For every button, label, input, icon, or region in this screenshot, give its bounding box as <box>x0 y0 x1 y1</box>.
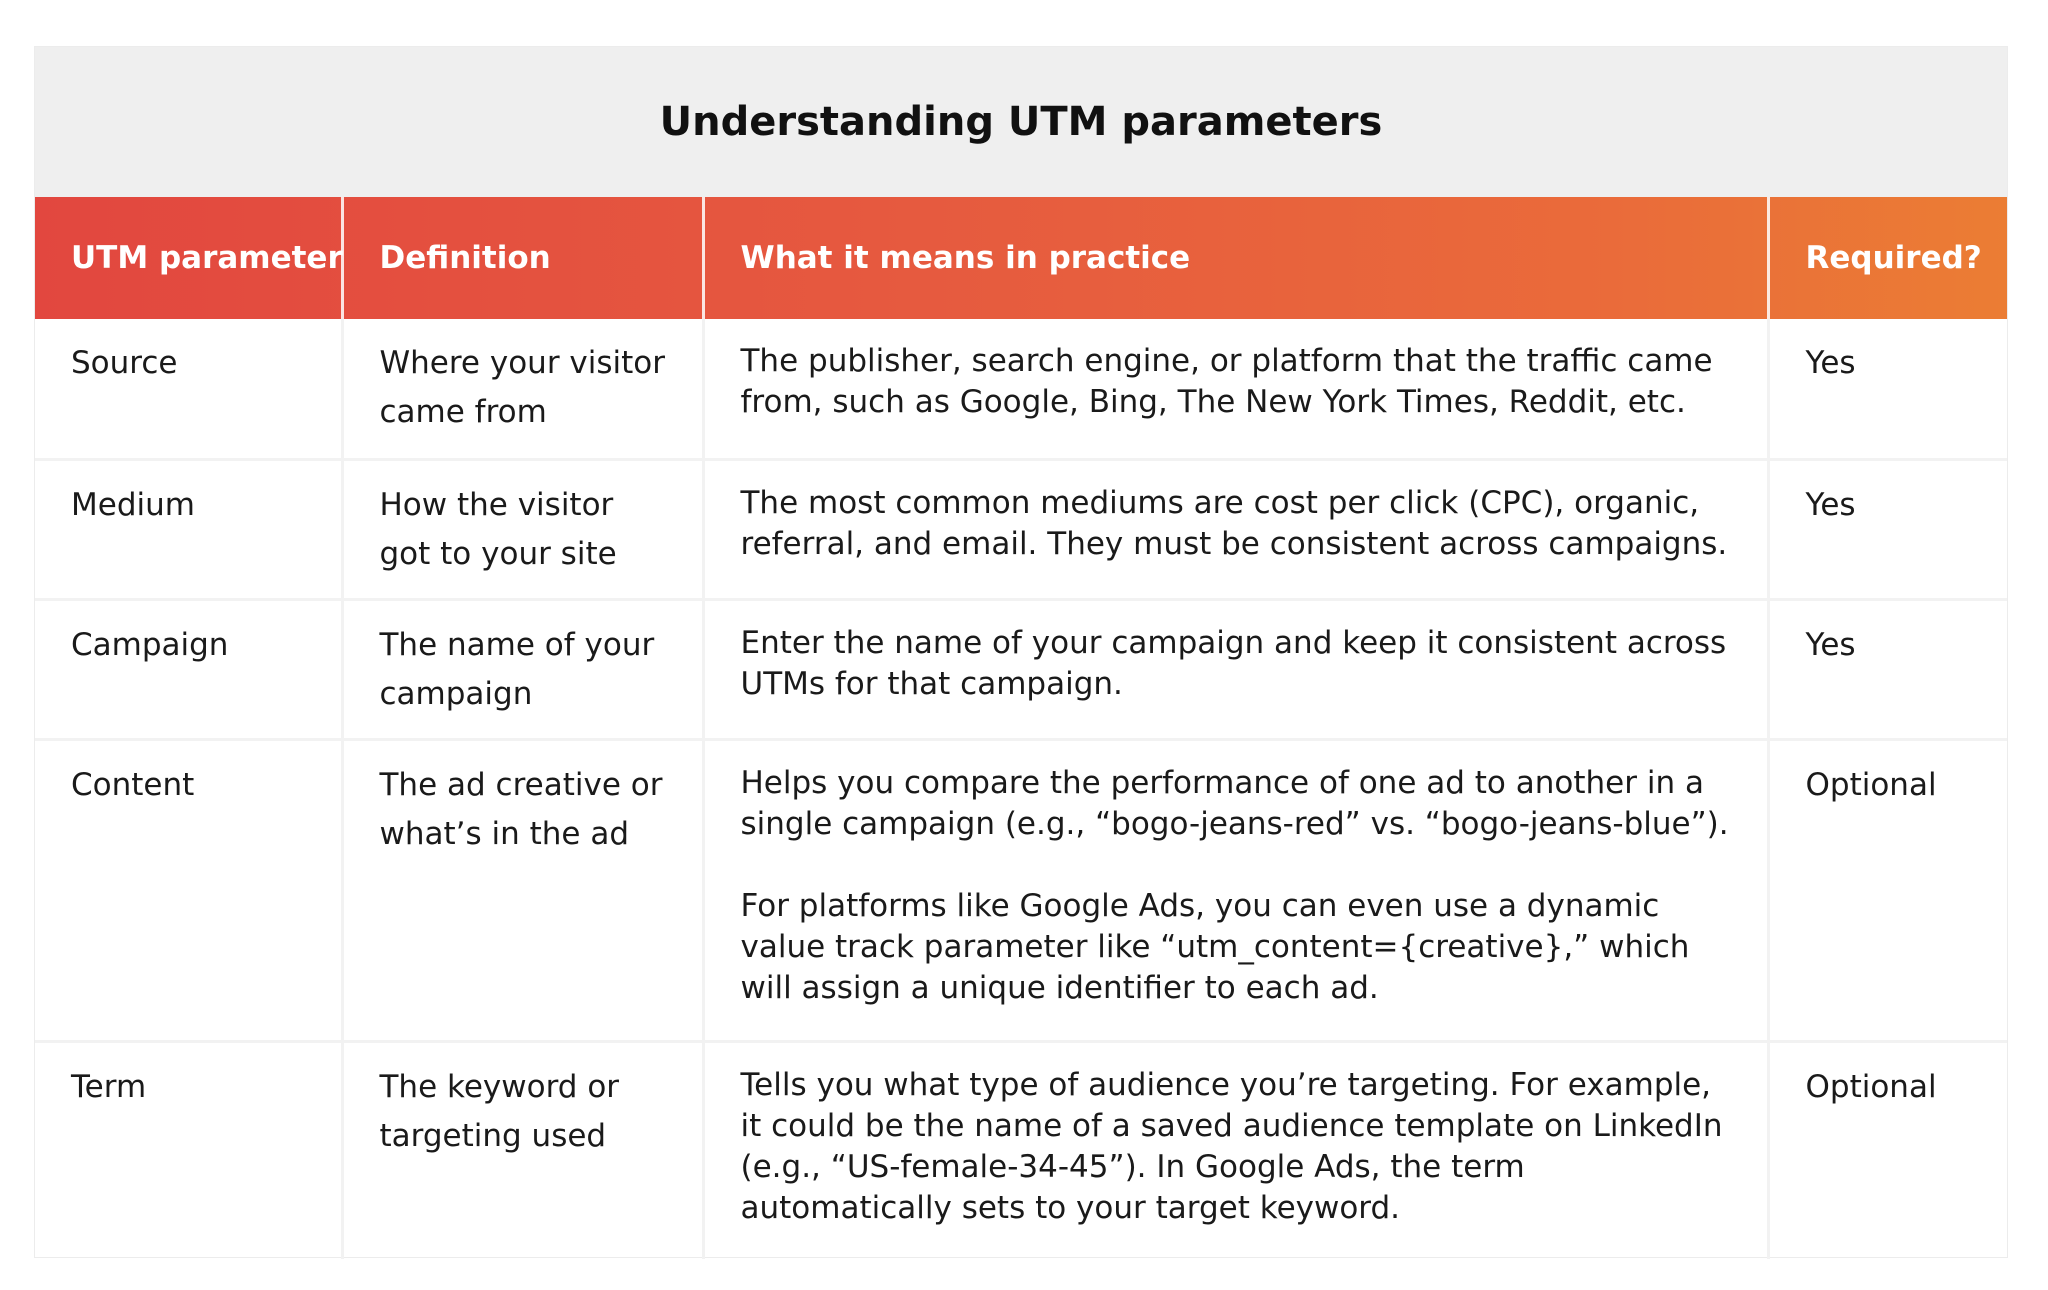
table-header <box>35 197 2007 319</box>
practice-paragraph: Enter the name of your campaign and keep it consistent across UTMs for that campaign. <box>740 624 1727 702</box>
cell-definition: The ad creative or what’s in the ad <box>342 739 703 1041</box>
header-required: Required? <box>1805 240 1982 276</box>
cell-practice <box>703 599 1768 739</box>
utm-parameters-table <box>35 197 2007 1259</box>
cell-required: Yes <box>1768 599 2007 739</box>
table-body <box>35 319 2007 1259</box>
practice-paragraph: Helps you compare the performance of one ad to another in a single campaign (e.g., “bogo-jeans-red” vs. “bogo-jeans-blue”). <box>740 764 1729 842</box>
practice-paragraph: The publisher, search engine, or platform that the traffic came from, such as Google, Bing, The New York Times, Reddit, etc. <box>740 343 1713 420</box>
practice-paragraph: The most common mediums are cost per click (CPC), organic, referral, and email. They must be consistent across campaigns. <box>740 484 1728 562</box>
table-row <box>35 599 2007 739</box>
table-row <box>35 459 2007 599</box>
title-bar <box>35 47 2007 197</box>
practice-paragraph: Tells you what type of audience you’re targeting. For example, it could be the name of a saved audience template on LinkedIn (e.g., “US-female-34-45”). In Google Ads, the term automatically sets to your target keyword. <box>740 1066 1723 1226</box>
cell-required: Yes <box>1768 459 2007 599</box>
cell-practice <box>703 319 1768 459</box>
header-row <box>35 197 2007 319</box>
practice-paragraph: For platforms like Google Ads, you can even use a dynamic value track parameter like “utm_content={creative},” which will assign a unique identifier to each ad. <box>740 887 1690 1006</box>
table-row <box>35 739 2007 1041</box>
cell-parameter: Term <box>35 1041 342 1259</box>
table-title: Understanding UTM parameters <box>659 99 1383 145</box>
header-practice: What it means in practice <box>703 197 1768 319</box>
cell-definition: The name of your campaign <box>342 599 703 739</box>
utm-parameters-card <box>34 46 2008 1258</box>
cell-definition: The keyword or targeting used <box>342 1041 703 1259</box>
cell-practice <box>703 739 1768 1041</box>
cell-practice <box>703 459 1768 599</box>
table-row <box>35 319 2007 459</box>
cell-parameter: Campaign <box>35 599 342 739</box>
cell-required: Yes <box>1768 319 2007 459</box>
header-utm-parameter: UTM parameter <box>35 197 342 319</box>
cell-definition: How the visitor got to your site <box>342 459 703 599</box>
cell-required: Optional <box>1768 739 2007 1041</box>
cell-definition: Where your visitor came from <box>342 319 703 459</box>
cell-practice <box>703 1041 1768 1259</box>
header-definition: Definition <box>342 197 703 319</box>
cell-parameter: Content <box>35 739 342 1041</box>
cell-parameter: Source <box>35 319 342 459</box>
cell-required: Optional <box>1805 1068 1937 1105</box>
cell-parameter: Medium <box>35 459 342 599</box>
table-row <box>35 1041 2007 1259</box>
